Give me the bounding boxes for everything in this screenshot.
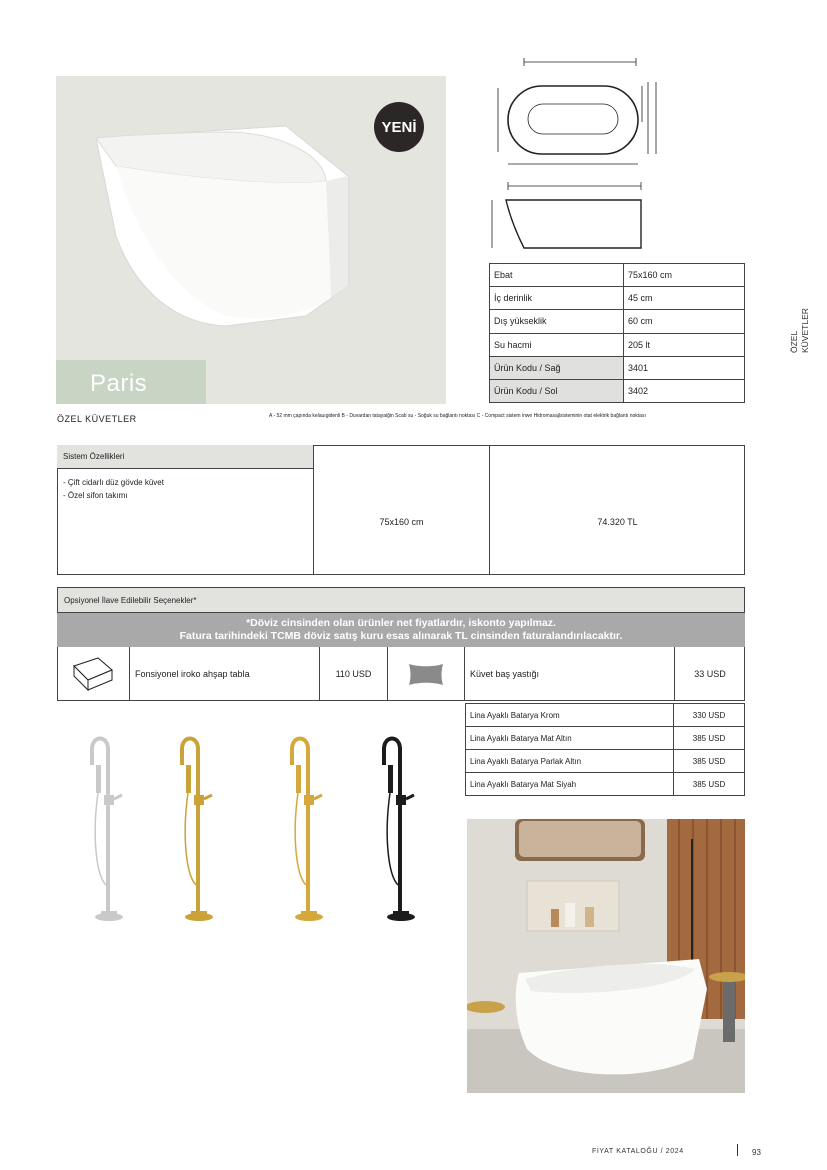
footer-divider — [737, 1144, 738, 1156]
options-header: Opsiyonel İlave Edilebilir Seçenekler* — [57, 587, 745, 613]
spec-label: Dış yükseklik — [490, 310, 624, 333]
spec-label: Su hacmi — [490, 333, 624, 356]
option-item-name: Fonsiyonel iroko ahşap tabla — [130, 647, 320, 701]
spec-row — [490, 356, 745, 379]
spec-label: İç derinlik — [490, 287, 624, 310]
spec-row — [490, 333, 745, 356]
faucets-table — [465, 703, 745, 796]
spec-value: 60 cm — [624, 310, 745, 333]
system-features-header: Sistem Özellikleri — [57, 445, 314, 469]
side-category-label — [783, 303, 823, 363]
product-name: Paris — [90, 370, 148, 397]
spec-label: Ebat — [490, 264, 624, 287]
spec-row — [490, 310, 745, 333]
specs-table — [489, 263, 745, 403]
bathroom-scene — [467, 819, 745, 1093]
side-label-line2: KÜVETLER — [800, 308, 810, 353]
system-size: 75x160 cm — [314, 469, 490, 575]
currency-note — [57, 613, 745, 647]
side-label-line1: ÖZEL — [789, 330, 799, 353]
faucet-name: Lina Ayaklı Batarya Mat Altın — [466, 727, 674, 750]
technical-drawing — [486, 52, 661, 252]
spec-value: 45 cm — [624, 287, 745, 310]
faucet-images — [78, 735, 458, 925]
option-item-name: Küvet baş yastığı — [465, 647, 675, 701]
spec-label: Ürün Kodu / Sağ — [490, 356, 624, 379]
option-item-price: 110 USD — [320, 647, 388, 701]
pillow-icon — [406, 660, 446, 688]
faucet-price: 385 USD — [674, 773, 745, 796]
spec-value: 205 lt — [624, 333, 745, 356]
new-badge — [374, 102, 424, 152]
bathroom-photo — [467, 819, 745, 1093]
faucet-row — [466, 773, 745, 796]
faucet-row — [466, 704, 745, 727]
faucet-row — [466, 750, 745, 773]
faucet-row — [466, 727, 745, 750]
faucet-name: Lina Ayaklı Batarya Mat Siyah — [466, 773, 674, 796]
faucet-price: 385 USD — [674, 727, 745, 750]
spec-value: 3401 — [624, 356, 745, 379]
footer-catalog: FİYAT KATALOĞU / 2024 — [592, 1148, 684, 1155]
spec-row — [490, 264, 745, 287]
page-number: 93 — [752, 1148, 761, 1157]
feature-item: - Özel sifon takımı — [63, 491, 128, 500]
faucet-illustration — [92, 739, 123, 922]
wood-tray-image — [57, 647, 130, 701]
faucet-price: 385 USD — [674, 750, 745, 773]
faucet-illustration — [292, 739, 323, 922]
currency-note-line1: *Döviz cinsinden olan ürünler net fiyatlardır, iskonto yapılmaz. — [246, 617, 556, 629]
system-size-header — [314, 445, 490, 469]
faucet-illustration — [182, 739, 213, 922]
option-item-price: 33 USD — [694, 669, 726, 679]
faucet-name: Lina Ayaklı Batarya Krom — [466, 704, 674, 727]
faucet-name: Lina Ayaklı Batarya Parlak Altın — [466, 750, 674, 773]
faucet-illustration — [384, 739, 415, 922]
spec-row — [490, 287, 745, 310]
system-price: 74.320 TL — [597, 517, 638, 527]
system-features-list — [57, 469, 314, 575]
new-badge-label: YENİ — [381, 118, 417, 136]
faucet-illustrations — [78, 735, 458, 925]
currency-note-line2: Fatura tarihindeki TCMB döviz satış kuru esas alınarak TL cinsinden faturalandırılacaktır. — [179, 630, 623, 642]
spec-value: 75x160 cm — [624, 264, 745, 287]
wood-tray-icon — [68, 654, 118, 694]
drawing-legend: A - 52 mm çapında kelauıgidenli B - Duvardan tatayaiğin Scab su - Soğuk su bağlantı noktası C - Compact sistem inwe Hidromasajlsisteminin otat elektrik bağlantı noktası — [269, 413, 646, 419]
spec-row — [490, 379, 745, 402]
spec-value: 3402 — [624, 379, 745, 402]
feature-item: - Çift cidarlı düz gövde küvet — [63, 478, 164, 487]
pillow-image — [388, 647, 465, 701]
category-label: ÖZEL KÜVETLER — [57, 414, 137, 424]
faucet-price: 330 USD — [674, 704, 745, 727]
spec-label: Ürün Kodu / Sol — [490, 379, 624, 402]
